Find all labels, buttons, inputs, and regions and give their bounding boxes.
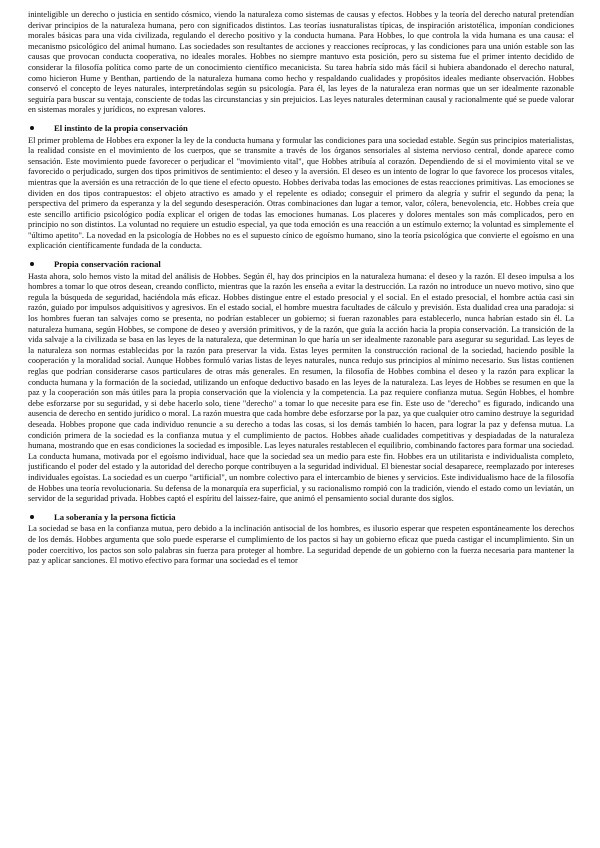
section-body: Hasta ahora, solo hemos visto la mitad del análisis de Hobbes. Según él, hay dos principios en la naturaleza humana: el deseo y la razón. El deseo impulsa a los hombres a tomar lo que otros desean, creando conflicto, mientras que la razón les enseña a evitar la destrucción. La razón no introduce un nuevo motivo, sino que regula la búsqueda de seguridad, haciéndola más eficaz. Hobbes distingue entre el estado presocial y el social. En el estado presocial, el hombre actúa casi sin razón, guiado por impulsos adquisitivos y agresivos. En el estado social, el hombre muestra facultades de cálculo y previsión. Esta dualidad crea una paradoja: si los hombres fueran tan salvajes como se presenta, no podrían establecer un gobierno; si fueran razonables para establecerlo, nunca habrían estado sin él. La naturaleza humana, según Hobbes, se compone de deseo y aversión primitivos, y de la razón, que guía la acción hacia la propia conservación. La transición de la vida salvaje a la civilizada se basa en las leyes de la naturaleza, que determinan lo que haría un ser idealmente razonable para asegurar su seguridad. Las leyes de la naturaleza son normas establecidas por la razón para preservar la vida. Estas leyes permiten la construcción racional de la sociedad, haciendo posible la cooperación y la moralidad social. Aunque Hobbes formuló varias listas de leyes naturales, nunca redujo sus principios al mínimo necesario. Sus listas contienen reglas que podrían considerarse casos particulares de otras más generales. En resumen, la filosofía de Hobbes combina el deseo y la razón para explicar la conducta humana y la formación de la sociedad, utilizando un enfoque deductivo basado en las leyes de la naturaleza. Las leyes de Hobbes se resumen en que la paz y la cooperación son más útiles para la propia conservación que la violencia y la competencia. La paz requiere confianza mutua. Según Hobbes, el hombre debe esforzarse por su seguridad, y si debe hacerlo solo, tiene "derecho" a tomar lo que necesite para ese fin. Este uso de "derecho" es figurado, indicando una ausencia de derecho en sentido jurídico o moral. La razón muestra que cada hombre debe esforzarse por la paz, ya que cualquier otro camino destruye la seguridad deseada. Hobbes propone que cada individuo renuncie a su derecho a todas las cosas, si los demás también lo hacen, para lograr la paz y defensa mutua. La condición primera de la sociedad es la confianza mutua y el cumplimiento de pactos. Hobbes añade cualidades competitivas y despiadadas de la naturaleza humana, mostrando que en esas condiciones la sociedad es imposible. Las leyes naturales restablecen el equilibrio, combinando factores para formar una sociedad. La conducta humana, motivada por el egoísmo individual, hace que la sociedad sea un medio para este fin. Hobbes era un utilitarista e individualista completo, justificando el poder del estado y la autoridad del derecho porque contribuyen a la seguridad individual. El bienestar social desaparece, reemplazado por intereses individuales egoístas. La sociedad es un cuerpo "artificial", un nombre colectivo para el intercambio de bienes y servicios. Este individualismo hace de la filosofía de Hobbes una teoría revolucionaria. Su defensa de la monarquía era superficial, y su racionalismo rompió con la tradición, viendo el estado como un leviatán, un servidor de la seguridad privada. Hobbes captó el espíritu del laissez-faire, que animó el pensamiento social durante dos siglos. [28,271,574,504]
section-heading [28,512,574,523]
section-self-preservation-instinct [28,123,574,252]
section-body: La sociedad se basa en la confianza mutua, pero debido a la inclinación antisocial de los hombres, es ilusorio esperar que respeten espontáneamente los derechos de los demás. Hobbes argumenta que solo puede esperarse el cumplimiento de los pactos si hay un gobierno eficaz que pueda castigar el incumplimiento. Sin un poder coercitivo, los pactos son solo palabras sin fuerza para proteger al hombre. La seguridad depende de un gobierno con la fuerza necesaria para mantener la paz y aplicar sanciones. El motivo efectivo para formar una sociedad es el temor [28,524,574,566]
document-page [28,10,574,842]
section-sovereignty-fictitious-person [28,512,574,567]
section-heading-text: La soberanía y la persona ficticia [54,511,176,522]
bullet-icon [30,126,34,130]
intro-paragraph: ininteligible un derecho o justicia en sentido cósmico, viendo la naturaleza como sistemas de causas y efectos. Hobbes y la teoría del derecho natural pretendían derivar principios de la naturaleza humana, pero con significados distintos. Las teorías iusnaturalistas típicas, de inspiración aristotélica, imponían condiciones morales básicas para una vida civilizada, regulando el derecho positivo y la conducta humana. Para Hobbes, lo que controla la vida humana es una causa: el mecanismo psicológico del animal humano. Las sociedades son resultantes de acciones y reacciones recíprocas, y las condiciones para una unión estable son las causas que provocan conducta cooperativa, no ideales morales. Hobbes no siempre mantuvo esta posición, pero su sistema fue el primer intento decidido de considerar la filosofía política como parte de un conocimiento científico mecanicista. Su tarea habría sido más fácil si hubiera abandonado el derecho natural, como hicieron Hume y Benthan, partiendo de la naturaleza humana como hecho y respaldando cualidades y propósitos ideales mediante observación. Hobbes conservó el concepto de leyes naturales, interpretándolas según su psicología. Para él, las leyes de la naturaleza eran normas que un ser idealmente razonable seguiría para buscar su ventaja, consciente de todas las circunstancias y sin prejuicios. Las leyes naturales determinan causal y racionalmente qué se puede valorar en sistemas morales y jurídicos, no expresan valores. [28,10,574,115]
section-heading [28,123,574,134]
section-rational-self-preservation [28,259,574,505]
section-heading-text: Propia conservación racional [54,259,161,270]
section-body: El primer problema de Hobbes era exponer la ley de la conducta humana y formular las condiciones para una sociedad estable. Según sus principios materialistas, la realidad consiste en el movimiento de los cuerpos, que se transmite a través de los órganos sensoriales al sistema nervioso central, donde aparece como sensación. Este movimiento puede favorecer o perjudicar el "movimiento vital", que Hobbes atribuía al corazón. Dependiendo de si el movimiento vital se ve favorecido o perjudicado, surgen dos tipos primitivos de sentimiento: el deseo y la aversión. El deseo es un intento de lograr lo que favorece los procesos vitales, mientras que la aversión es una retracción de lo que tiene el efecto opuesto. Hobbes derivaba todas las emociones de estas reacciones primitivas. Las emociones se dividen en dos tipos contrapuestos: el objeto atractivo es amado y el repelente es odiado; conseguir el primero da alegría y sufrir el segundo da pena; la perspectiva del primero da esperanza y la del segundo desesperación. Otras combinaciones dan lugar a temor, valor, cólera, benevolencia, etc. Hobbes creía que este sencillo artificio psicológico podía explicar el origen de todas las emociones humanas. Los placeres y dolores mentales son más complicados, pero en principio no son distintos. La voluntad no requiere un estudio especial, ya que toda emoción es una reacción a un estímulo externo; la voluntad es simplemente el "último apetito". La novedad en la psicología de Hobbes no es el supuesto cínico de egoísmo humano, sino la teoría psicológica que convierte el egoísmo en una explicación científicamente fundada de la conducta. [28,135,574,251]
section-heading [28,259,574,270]
bullet-icon [30,515,34,519]
section-heading-text: El instinto de la propia conservación [54,122,188,133]
bullet-icon [30,262,34,266]
